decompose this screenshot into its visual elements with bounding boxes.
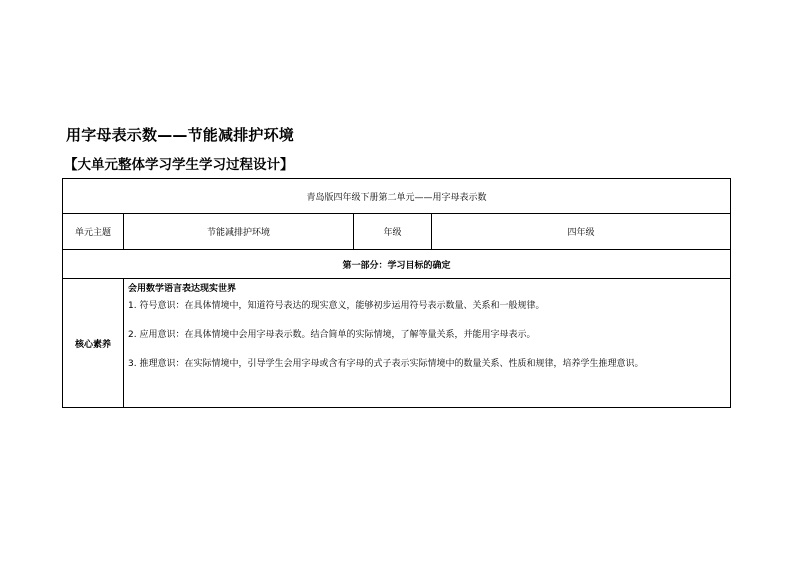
core-literacy-item: 1. 符号意识：在具体情境中，知道符号表达的现实意义，能够初步运用符号表示数量、关系和一般规律。 xyxy=(128,301,545,311)
core-literacy-label: 核心素养 xyxy=(63,279,124,408)
section-heading: 【大单元整体学习学生学习过程设计】 xyxy=(64,157,294,173)
core-literacy-item: 3. 推理意识：在实际情境中，引导学生会用字母或含有字母的式子表示实际情境中的数量关系、性质和规律，培养学生推理意识。 xyxy=(128,359,644,369)
core-literacy-item: 2. 应用意识：在具体情境中会用字母表示数。结合简单的实际情境，了解等量关系，并能用字母表示。 xyxy=(128,330,536,340)
table-meta-row xyxy=(63,214,731,250)
unit-theme-label: 单元主题 xyxy=(63,214,124,250)
table-title-row xyxy=(63,179,731,214)
part-heading: 第一部分：学习目标的确定 xyxy=(63,250,731,279)
learning-design-table xyxy=(62,178,731,408)
core-literacy-content xyxy=(124,279,731,408)
core-literacy-heading: 会用数学语言表达现实世界 xyxy=(128,284,237,294)
part-heading-row xyxy=(63,250,731,279)
grade-value: 四年级 xyxy=(432,214,731,250)
unit-theme-value: 节能减排护环境 xyxy=(124,214,354,250)
page-title: 用字母表示数——节能减排护环境 xyxy=(66,126,295,144)
core-literacy-row xyxy=(63,279,731,408)
table-title: 青岛版四年级下册第二单元——用字母表示数 xyxy=(63,179,731,214)
grade-label: 年级 xyxy=(354,214,432,250)
